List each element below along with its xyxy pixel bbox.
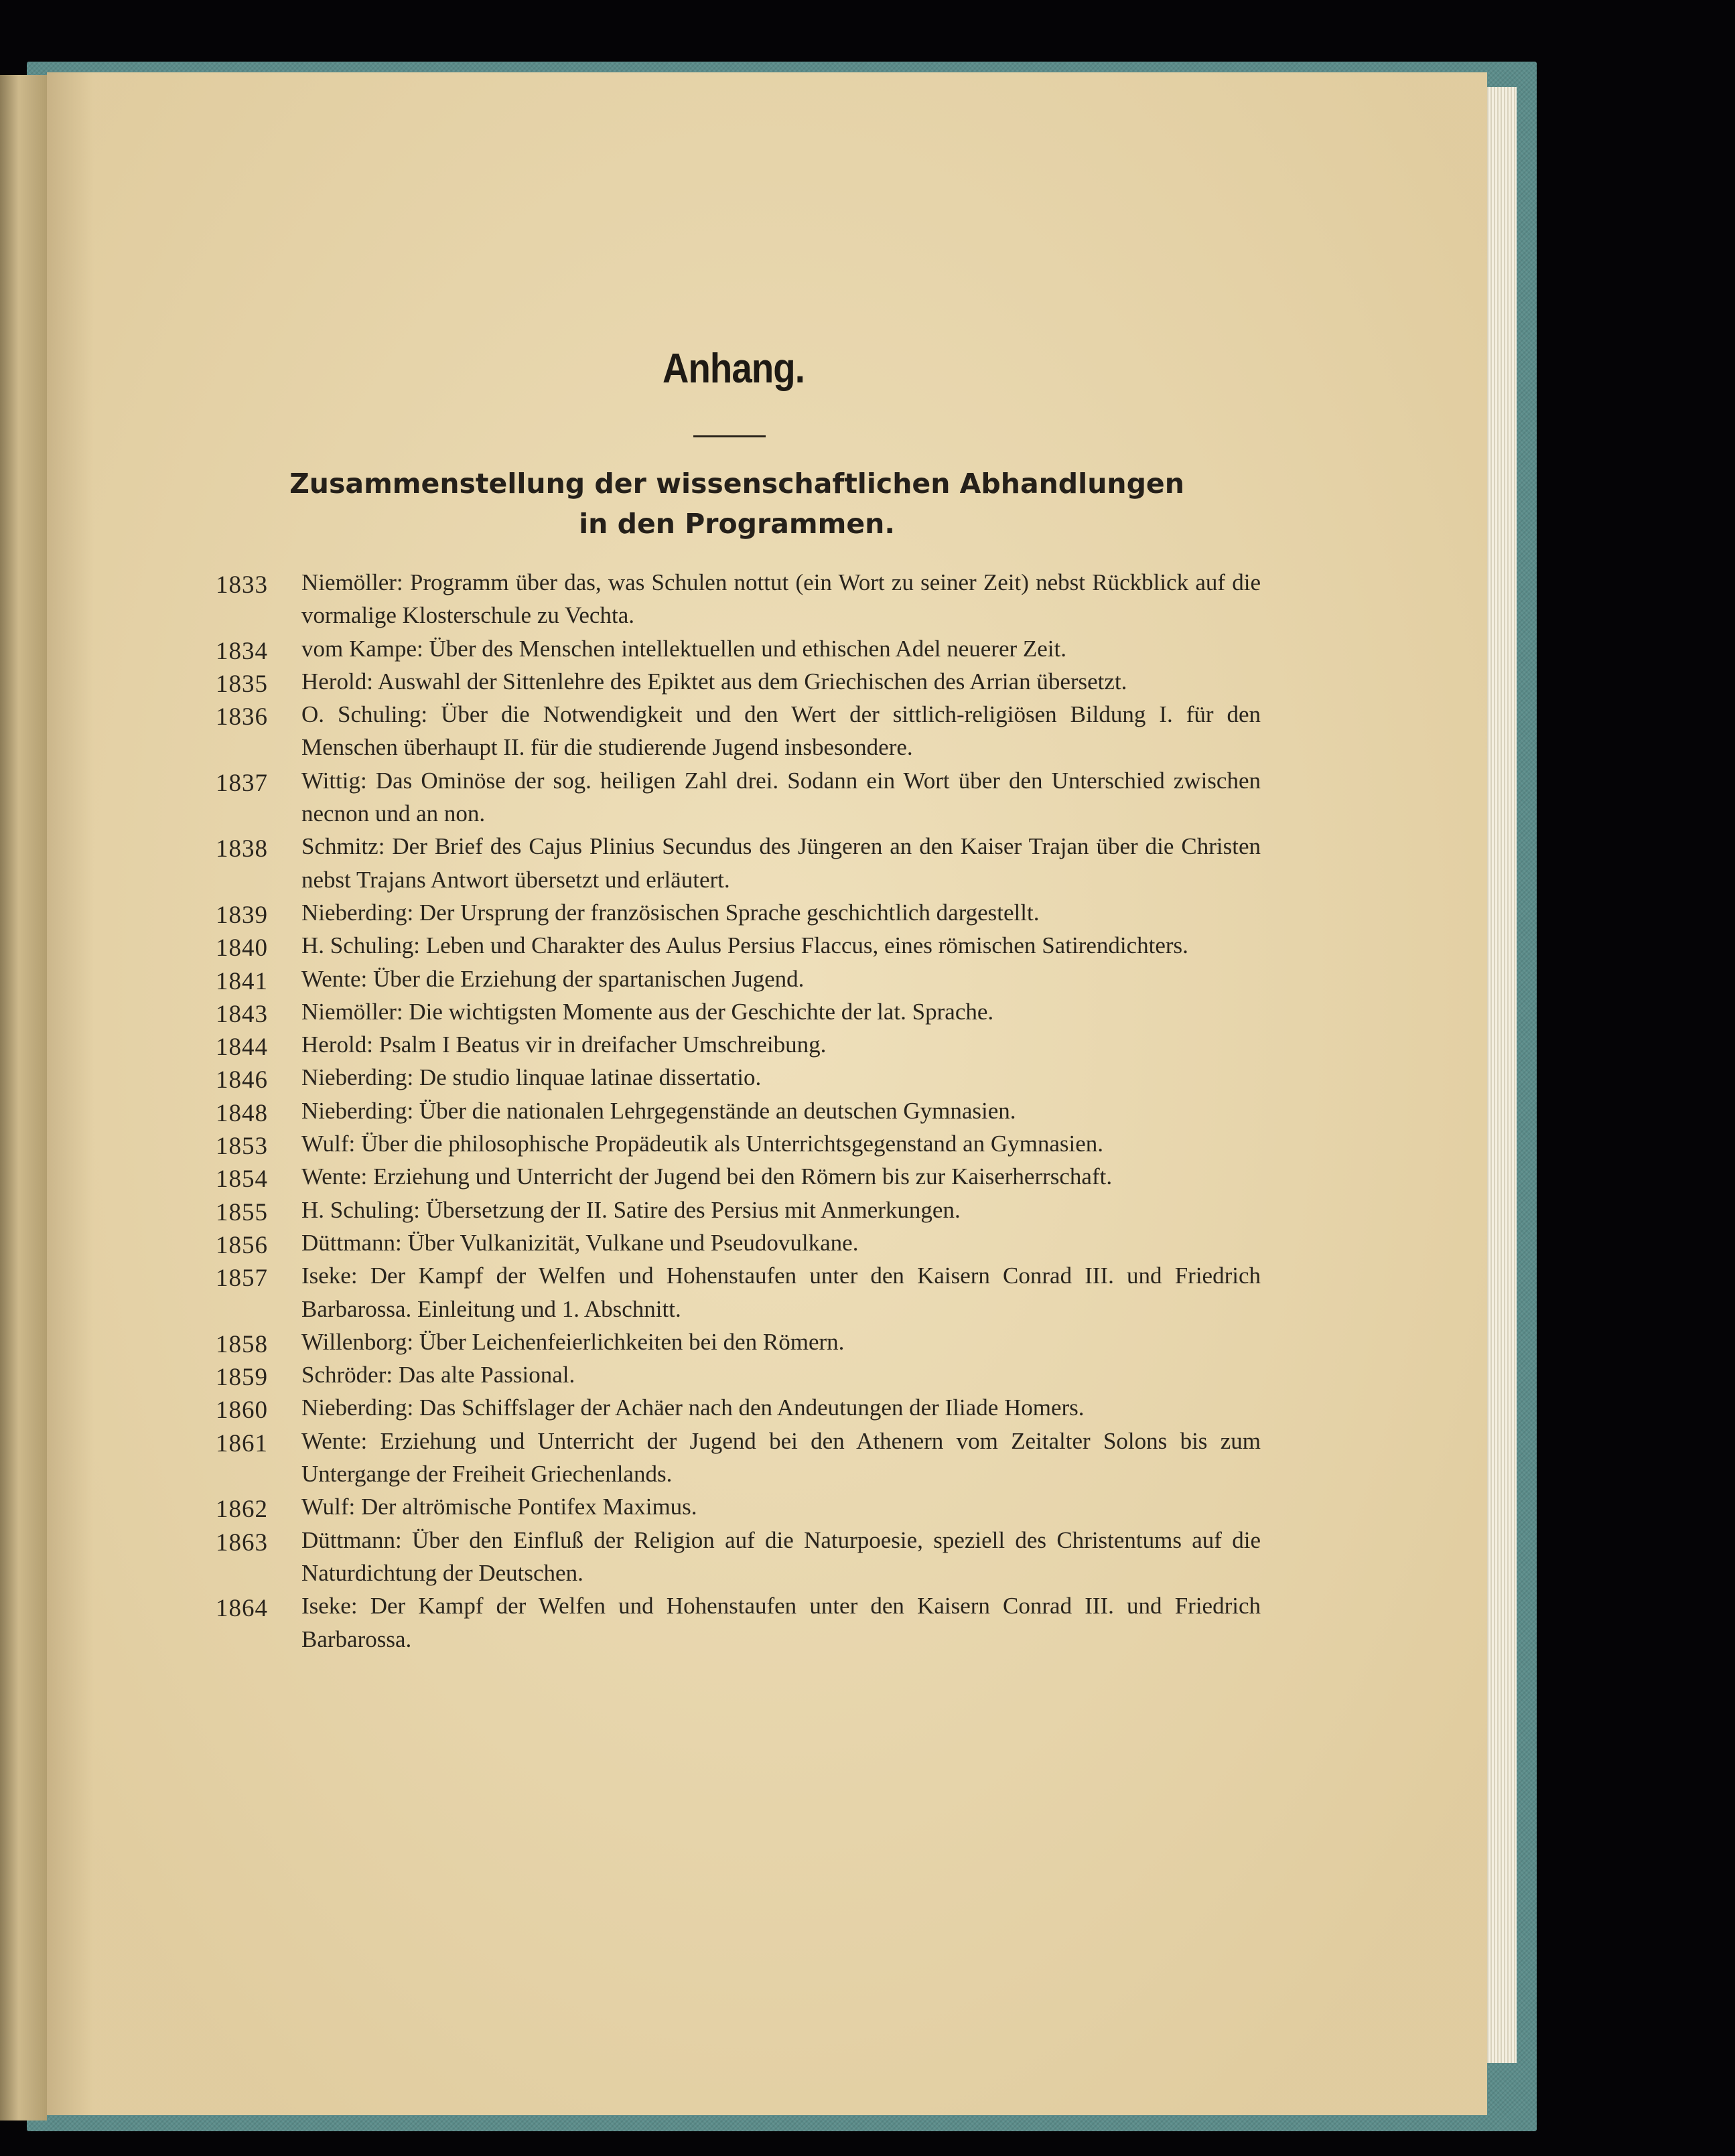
entry-text: Iseke: Der Kampf der Welfen und Hohenstaufen unter den Kaisern Conrad III. und Friedrich Barbarossa. [301, 1593, 1261, 1652]
entry-text: Schmitz: Der Brief des Cajus Plinius Secundus des Jüngeren an den Kaiser Trajan über die Christen nebst Trajans Antwort übersetzt und erläutert. [301, 833, 1261, 893]
entry-year: 1834 [216, 637, 268, 665]
entry-year: 1844 [216, 1033, 268, 1062]
list-item [216, 632, 1261, 665]
list-item [216, 962, 1261, 995]
entry-year: 1859 [216, 1364, 268, 1392]
entry-text: Nieberding: Das Schiffslager der Achäer nach den Andeutungen der Iliade Homers. [301, 1394, 1085, 1421]
entry-text: Herold: Auswahl der Sittenlehre des Epiktet aus dem Griechischen des Arrian übersetzt. [301, 668, 1127, 695]
entry-text: Wente: Erziehung und Unterricht der Jugend bei den Römern bis zur Kaiserherrschaft. [301, 1163, 1113, 1190]
entry-year: 1854 [216, 1165, 268, 1194]
entry-text: Wente: Über die Erziehung der spartanischen Jugend. [301, 965, 805, 992]
entry-text: Nieberding: De studio linquae latinae dissertatio. [301, 1064, 762, 1091]
entry-year: 1836 [216, 703, 268, 731]
entry-year: 1841 [216, 967, 268, 995]
entry-year: 1862 [216, 1496, 268, 1524]
entry-text: Wittig: Das Ominöse der sog. heiligen Zahl drei. Sodann ein Wort über den Unterschied zwischen necnon und an non. [301, 767, 1261, 827]
list-item [216, 896, 1261, 929]
entry-year: 1861 [216, 1429, 268, 1457]
entry-year: 1835 [216, 670, 268, 698]
entry-text: Düttmann: Über den Einfluß der Religion auf die Naturpoesie, speziell des Christentums auf die Naturdichtung der Deutschen. [301, 1526, 1261, 1586]
entry-year: 1856 [216, 1231, 268, 1259]
entry-year: 1864 [216, 1595, 268, 1623]
list-item [216, 1524, 1261, 1590]
entry-year: 1838 [216, 835, 268, 863]
list-item [216, 1425, 1261, 1491]
entry-year: 1863 [216, 1528, 268, 1557]
section-subheading-line2: in den Programmen. [579, 508, 895, 540]
entry-year: 1837 [216, 769, 268, 797]
entry-text: Schröder: Das alte Passional. [301, 1362, 575, 1388]
list-item [216, 764, 1261, 831]
list-item [216, 1160, 1261, 1193]
list-item [216, 929, 1261, 962]
list-item [216, 1325, 1261, 1358]
entry-year: 1843 [216, 1000, 268, 1028]
entry-text: Herold: Psalm I Beatus vir in dreifacher Umschreibung. [301, 1031, 827, 1058]
entry-year: 1840 [216, 934, 268, 962]
list-item [216, 830, 1261, 896]
left-page-edge [0, 75, 47, 2121]
entry-text: H. Schuling: Übersetzung der II. Satire des Persius mit Anmerkungen. [301, 1196, 961, 1223]
entry-text: Niemöller: Die wichtigsten Momente aus der Geschichte der lat. Sprache. [301, 998, 994, 1025]
list-item [216, 1259, 1261, 1325]
entry-text: Wente: Erziehung und Unterricht der Jugend bei den Athenern vom Zeitalter Solons bis zum Untergange der Freiheit Griechenlands. [301, 1427, 1261, 1488]
list-item [216, 665, 1261, 698]
section-subheading-line1: Zusammenstellung der wissenschaftlichen Abhandlungen [289, 468, 1184, 500]
entry-year: 1858 [216, 1330, 268, 1358]
list-item [216, 1226, 1261, 1259]
entry-text: Nieberding: Über die nationalen Lehrgegenstände an deutschen Gymnasien. [301, 1097, 1016, 1124]
entry-year: 1833 [216, 571, 268, 599]
entry-year: 1839 [216, 901, 268, 929]
entry-year: 1855 [216, 1198, 268, 1226]
entry-year: 1853 [216, 1133, 268, 1161]
entry-text: Niemöller: Programm über das, was Schulen nottut (ein Wort zu seiner Zeit) nebst Rückblick auf die vormalige Klosterschule zu Vechta. [301, 569, 1261, 629]
list-item [216, 1194, 1261, 1226]
entry-text: O. Schuling: Über die Notwendigkeit und den Wert der sittlich-religiösen Bildung I. für den Menschen überhaupt II. für die studierende Jugend insbesondere. [301, 701, 1261, 761]
entry-text: vom Kampe: Über des Menschen intellektuellen und ethischen Adel neuerer Zeit. [301, 635, 1066, 662]
list-item [216, 1589, 1261, 1656]
list-item [216, 1094, 1261, 1127]
entry-text: Wulf: Der altrömische Pontifex Maximus. [301, 1494, 697, 1520]
list-item [216, 698, 1261, 764]
list-item [216, 1061, 1261, 1094]
entry-text: Nieberding: Der Ursprung der französischen Sprache geschichtlich dargestellt. [301, 899, 1040, 926]
list-item [216, 1028, 1261, 1061]
entry-text: Wulf: Über die philosophische Propädeutik als Unterrichtsgegenstand an Gymnasien. [301, 1131, 1104, 1157]
list-item [216, 995, 1261, 1028]
entry-text: Iseke: Der Kampf der Welfen und Hohenstaufen unter den Kaisern Conrad III. und Friedrich Barbarossa. Einleitung und 1. Abschnitt. [301, 1263, 1261, 1322]
heading-rule [693, 435, 766, 437]
page-heading: Anhang. [662, 346, 805, 392]
entry-text: Düttmann: Über Vulkanizität, Vulkane und Pseudovulkane. [301, 1229, 859, 1256]
list-item [216, 1391, 1261, 1424]
list-item [216, 1127, 1261, 1160]
list-item [216, 566, 1261, 632]
entry-year: 1857 [216, 1265, 268, 1293]
list-item [216, 1490, 1261, 1523]
entry-year: 1846 [216, 1066, 268, 1094]
entry-year: 1860 [216, 1396, 268, 1425]
entry-text: Willenborg: Über Leichenfeierlichkeiten bei den Römern. [301, 1328, 845, 1355]
publication-list [216, 566, 1261, 1656]
entry-text: H. Schuling: Leben und Charakter des Aulus Persius Flaccus, eines römischen Satirendichters. [301, 932, 1188, 959]
entry-year: 1848 [216, 1099, 268, 1127]
list-item [216, 1358, 1261, 1391]
